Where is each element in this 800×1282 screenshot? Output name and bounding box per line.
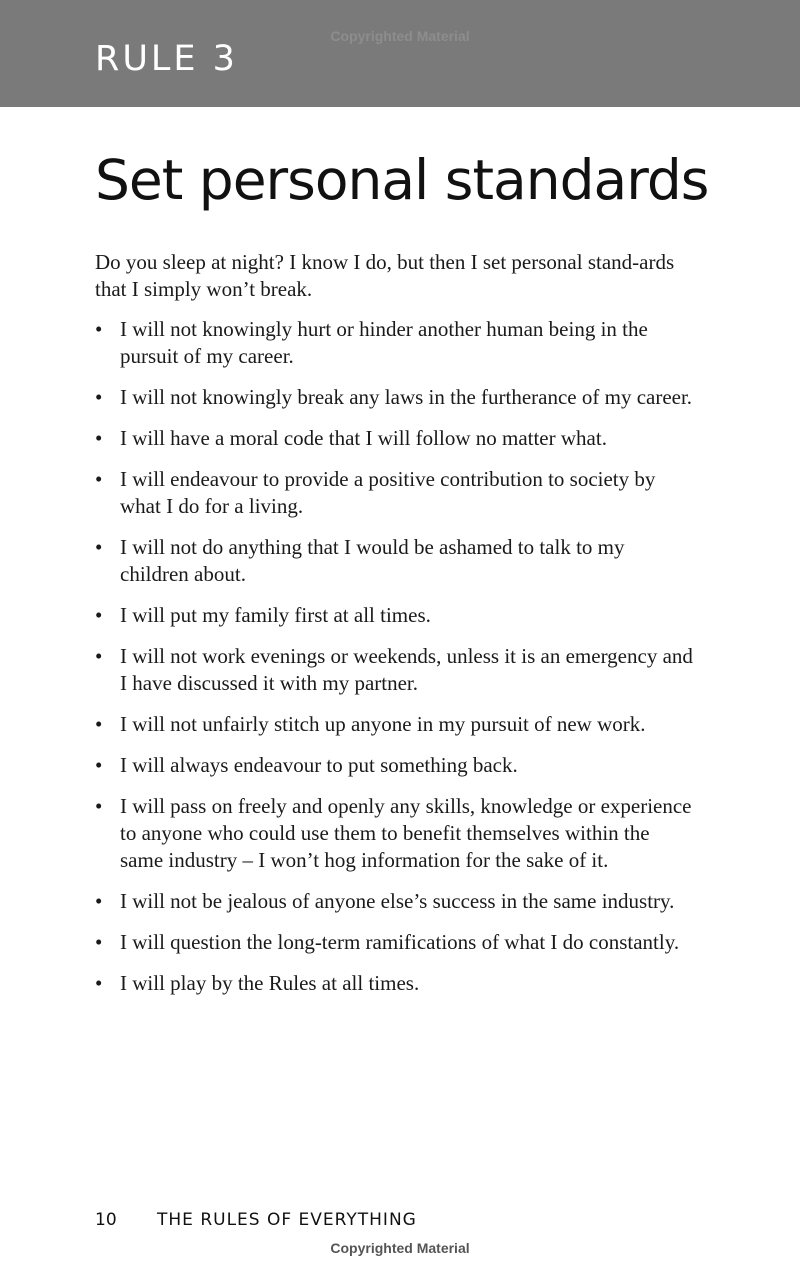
list-item-text: I will not unfairly stitch up anyone in my pursuit of new work. [120, 712, 646, 736]
list-item [95, 929, 695, 956]
bullet-icon: • [95, 426, 103, 450]
list-item [95, 643, 695, 697]
standards-list [95, 316, 695, 1011]
bullet-icon: • [95, 794, 103, 818]
page-title: Set personal standards [95, 148, 709, 212]
bullet-icon: • [95, 889, 103, 913]
list-item [95, 752, 695, 779]
list-item [95, 384, 695, 411]
bullet-icon: • [95, 644, 103, 668]
bullet-icon: • [95, 467, 103, 491]
bullet-icon: • [95, 385, 103, 409]
list-item [95, 711, 695, 738]
book-title: THE RULES OF EVERYTHING [157, 1210, 417, 1230]
bullet-icon: • [95, 753, 103, 777]
list-item-text: I will play by the Rules at all times. [120, 971, 420, 995]
bullet-icon: • [95, 971, 103, 995]
list-item [95, 316, 695, 370]
list-item [95, 970, 695, 997]
bullet-icon: • [95, 535, 103, 559]
list-item [95, 602, 695, 629]
bullet-icon: • [95, 712, 103, 736]
header-band [0, 0, 800, 107]
watermark-bottom: Copyrighted Material [330, 1240, 470, 1256]
intro-paragraph: Do you sleep at night? I know I do, but then I set personal stand-ards that I simply won’t break. [95, 250, 675, 301]
bullet-icon: • [95, 317, 103, 341]
list-item-text: I will question the long-term ramifications of what I do constantly. [120, 930, 680, 954]
list-item-text: I will not knowingly break any laws in the furtherance of my career. [120, 385, 693, 409]
list-item-text: I will endeavour to provide a positive contribution to society by what I do for a living. [120, 467, 656, 518]
bullet-icon: • [95, 930, 103, 954]
list-item-text: I will not be jealous of anyone else’s success in the same industry. [120, 889, 675, 913]
list-item [95, 793, 695, 874]
list-item-text: I will pass on freely and openly any skills, knowledge or experience to anyone who could use them to benefit themselves within the same industry – I won’t hog information for the sake of it. [120, 794, 692, 872]
list-item [95, 425, 695, 452]
list-item-text: I will put my family first at all times. [120, 603, 431, 627]
page-footer [95, 1210, 417, 1230]
watermark-top: Copyrighted Material [330, 28, 470, 44]
list-item [95, 888, 695, 915]
list-item-text: I will not do anything that I would be ashamed to talk to my children about. [120, 535, 625, 586]
list-item [95, 534, 695, 588]
list-item-text: I will always endeavour to put something back. [120, 753, 518, 777]
bullet-icon: • [95, 603, 103, 627]
page-number: 10 [95, 1210, 117, 1230]
rule-label: RULE 3 [95, 39, 238, 79]
list-item-text: I will have a moral code that I will follow no matter what. [120, 426, 607, 450]
list-item-text: I will not knowingly hurt or hinder another human being in the pursuit of my career. [120, 317, 648, 368]
list-item [95, 466, 695, 520]
list-item-text: I will not work evenings or weekends, unless it is an emergency and I have discussed it with my partner. [120, 644, 693, 695]
